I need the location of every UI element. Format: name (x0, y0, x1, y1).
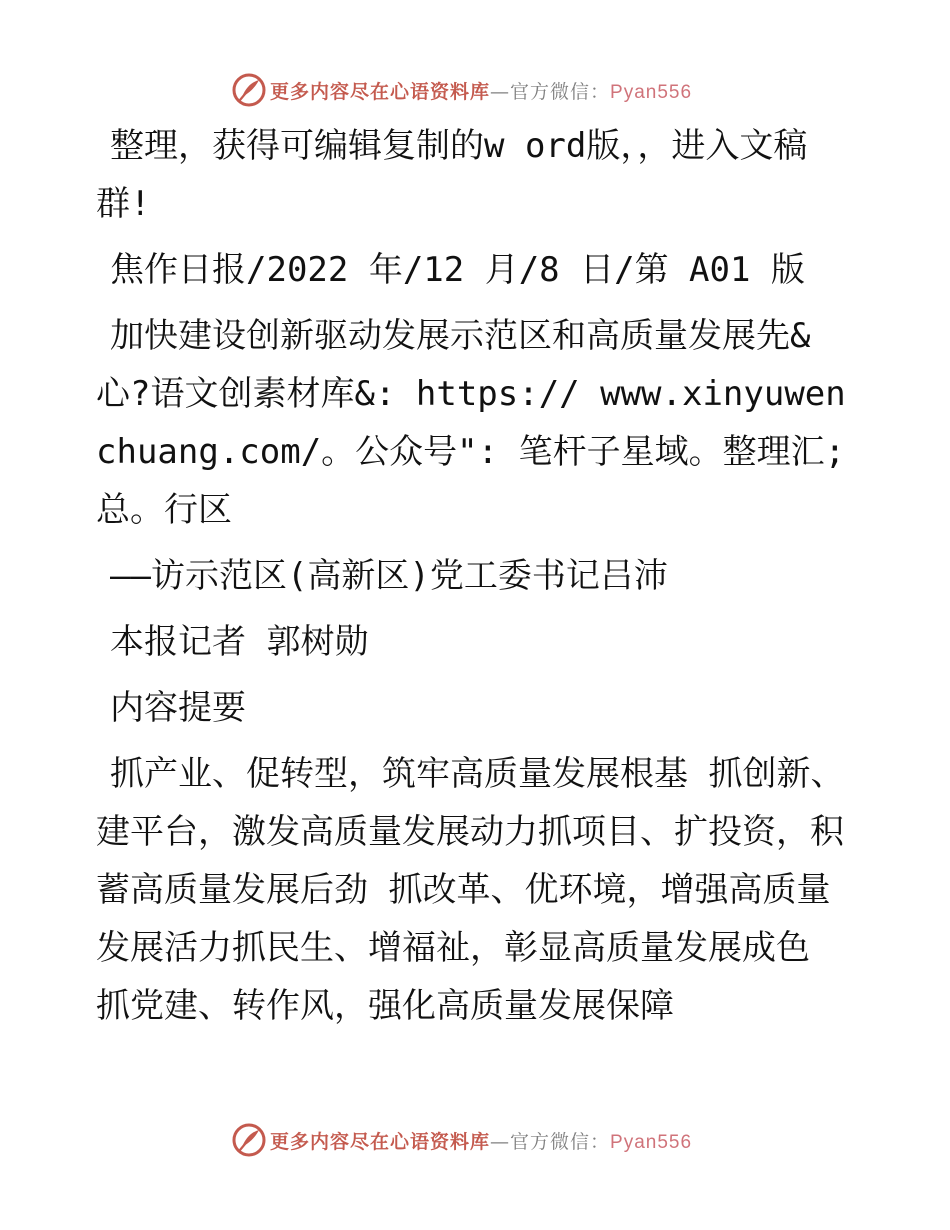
watermark-text (270, 77, 692, 104)
watermark-dash: — (490, 1130, 511, 1153)
paragraph-summary-content: 抓产业、促转型，筑牢高质量发展根基 抓创新、建平台，激发高质量发展动力抓项目、扩投资，积蓄高质量发展后劲 抓改革、优环境，增强高质量发展活力抓民生、增福祉，彰显高质量发展成色 抓党建、转作风，强化高质量发展保障 (96, 754, 845, 1026)
feather-pen-logo-icon (232, 1123, 266, 1157)
watermark-id: Pyan556 (610, 81, 693, 103)
paragraph-subheadline: ——访示范区(高新区)党工委书记吕沛 (110, 556, 668, 596)
watermark-label: 官方微信： (510, 1130, 611, 1153)
document-body (96, 117, 856, 1035)
watermark-dash: — (490, 80, 511, 103)
feather-pen-logo-icon (232, 73, 266, 107)
paragraph-intro: 整理，获得可编辑复制的w ord版，，进入文稿群! (96, 126, 808, 224)
footer-watermark (232, 1120, 712, 1160)
paragraph-summary-heading: 内容提要 (110, 688, 246, 728)
paragraph-byline: 本报记者 郭树勋 (110, 622, 369, 662)
paragraph-source: 焦作日报/2022 年/12 月/8 日/第 A01 版 (110, 250, 805, 290)
header-watermark (232, 70, 712, 110)
watermark-main: 更多内容尽在心语资料库 (270, 1130, 491, 1153)
watermark-main: 更多内容尽在心语资料库 (270, 80, 491, 103)
paragraph-headline: 加快建设创新驱动发展示范区和高质量发展先&心?语文创素材库&: https:// www.xinyuwenchuang.com/。公众号": 笔杆子星域。整理汇;总。行区 (96, 316, 846, 530)
watermark-label: 官方微信： (510, 80, 611, 103)
watermark-id: Pyan556 (610, 1131, 693, 1153)
watermark-text (270, 1127, 692, 1154)
